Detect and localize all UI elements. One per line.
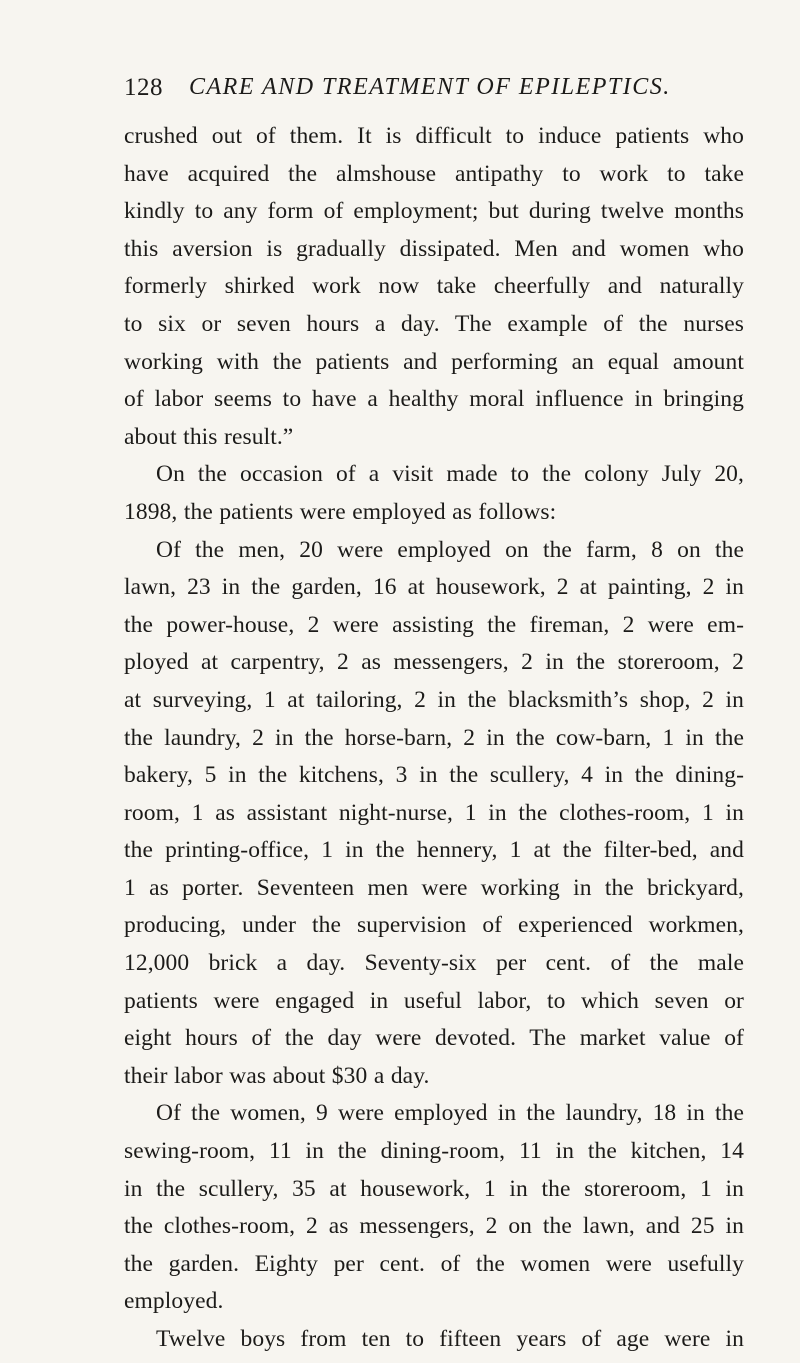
text-line: the clothes-room, 2 as messengers, 2 on the lawn, and 25 in: [124, 1213, 744, 1240]
text-line: room, 1 as assistant night-nurse, 1 in the clothes-room, 1 in: [124, 799, 744, 826]
text-line: their labor was about $30 a day.: [124, 1062, 430, 1089]
text-line: Twelve boys from ten to fifteen years of age were in: [156, 1326, 744, 1352]
text-line: the printing-office, 1 in the hennery, 1 at the filter-bed, and: [124, 837, 744, 864]
text-line: kindly to any form of employment; but during twelve months: [124, 198, 744, 225]
text-line: sewing-room, 11 in the dining-room, 11 in the kitchen, 14: [124, 1138, 744, 1165]
page-number: 128: [124, 74, 163, 101]
text-line: 1898, the patients were employed as follows:: [124, 498, 557, 525]
text-line: the garden. Eighty per cent. of the women were usefully: [124, 1250, 744, 1277]
text-line: employed.: [124, 1288, 224, 1315]
text-line: crushed out of them. It is difficult to induce patients who: [124, 123, 744, 149]
text-line: 1 as porter. Seventeen men were working in the brickyard,: [124, 874, 744, 901]
text-line: working with the patients and performing an equal amount: [124, 348, 744, 375]
text-line: lawn, 23 in the garden, 16 at housework, 2 at painting, 2 in: [124, 574, 744, 601]
text-line: producing, under the supervision of experienced workmen,: [124, 912, 744, 939]
text-line: formerly shirked work now take cheerfully and naturally: [124, 273, 744, 300]
text-line: about this result.”: [124, 423, 294, 450]
text-line: eight hours of the day were devoted. The market value of: [124, 1025, 744, 1052]
body-text: [124, 118, 744, 1359]
text-line: have acquired the almshouse antipathy to work to take: [124, 160, 744, 187]
text-line: ployed at carpentry, 2 as messengers, 2 in the storeroom, 2: [124, 649, 744, 676]
text-line: On the occasion of a visit made to the colony July 20,: [156, 461, 744, 488]
text-line: the laundry, 2 in the horse-barn, 2 in the cow-barn, 1 in the: [124, 724, 744, 751]
text-line: the power-house, 2 were assisting the fireman, 2 were em-: [124, 611, 744, 638]
text-line: of labor seems to have a healthy moral influence in bringing: [124, 386, 744, 413]
text-line: Of the men, 20 were employed on the farm, 8 on the: [156, 536, 744, 563]
text-line: to six or seven hours a day. The example of the nurses: [124, 310, 744, 337]
text-line: at surveying, 1 at tailoring, 2 in the blacksmith’s shop, 2 in: [124, 686, 744, 713]
chapter-running-title: CARE AND TREATMENT OF EPILEPTICS.: [189, 74, 671, 100]
text-line: 12,000 brick a day. Seventy-six per cent. of the male: [124, 950, 744, 977]
text-line: in the scullery, 35 at housework, 1 in the storeroom, 1 in: [124, 1175, 744, 1202]
text-line: patients were engaged in useful labor, to which seven or: [124, 987, 744, 1014]
text-line: Of the women, 9 were employed in the laundry, 18 in the: [156, 1100, 744, 1127]
text-line: bakery, 5 in the kitchens, 3 in the scullery, 4 in the dining-: [124, 762, 744, 789]
text-line: this aversion is gradually dissipated. Men and women who: [124, 235, 744, 262]
running-head: [124, 74, 744, 110]
